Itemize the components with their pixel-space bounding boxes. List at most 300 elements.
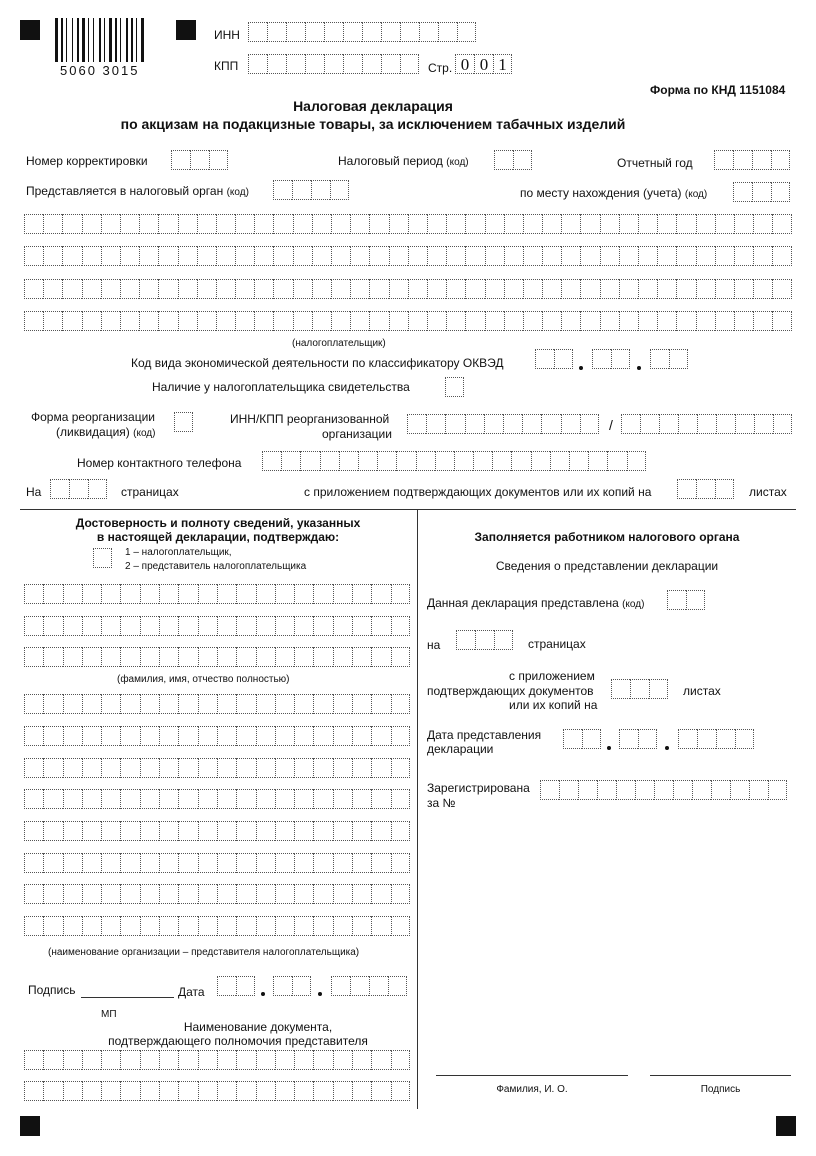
inn-field[interactable] [248, 22, 476, 42]
input-cell [381, 22, 400, 42]
input-cell [159, 758, 178, 778]
barcode-bar [55, 18, 58, 62]
input-cell [275, 584, 294, 604]
input-cell [768, 780, 787, 800]
date-label: Дата [178, 985, 205, 999]
input-cell [627, 451, 646, 471]
org-name-row-6[interactable] [24, 853, 410, 873]
input-cell [273, 976, 292, 996]
input-cell [217, 853, 236, 873]
taxpayer-name-row-1[interactable] [24, 214, 792, 234]
input-cell [82, 853, 101, 873]
date-day-field[interactable] [217, 976, 255, 996]
submitted-code-field[interactable] [667, 590, 705, 610]
input-cell [324, 22, 343, 42]
input-cell [217, 789, 236, 809]
input-cell [630, 679, 649, 699]
input-cell [580, 279, 599, 299]
input-cell [24, 246, 43, 266]
org-caption: (наименование организации – представителя налогоплательщика) [48, 947, 360, 958]
input-cell [101, 916, 120, 936]
officer-name-line[interactable] [436, 1075, 628, 1076]
reporting-year-field[interactable] [714, 150, 790, 170]
input-cell [120, 1081, 139, 1101]
input-cell [438, 22, 457, 42]
input-cell [343, 54, 362, 74]
input-cell [178, 584, 197, 604]
input-cell [24, 616, 43, 636]
input-cell [24, 1050, 43, 1070]
input-cell [24, 279, 43, 299]
input-cell [178, 916, 197, 936]
input-cell [352, 916, 371, 936]
date-month-field[interactable] [273, 976, 311, 996]
input-cell [273, 311, 292, 331]
input-cell [559, 780, 578, 800]
input-cell [294, 1050, 313, 1070]
input-cell [446, 214, 465, 234]
submission-month-field[interactable] [619, 729, 657, 749]
input-cell [197, 279, 216, 299]
input-cell [611, 679, 630, 699]
input-cell [235, 246, 254, 266]
input-cell [465, 246, 484, 266]
input-cell [140, 1081, 159, 1101]
date-year-field[interactable] [331, 976, 407, 996]
input-cell [734, 279, 753, 299]
input-cell [650, 349, 669, 369]
input-cell [101, 311, 120, 331]
input-cell [371, 821, 390, 841]
submission-date-label-1: Дата представления [427, 728, 542, 742]
officer-signature-line[interactable] [650, 1075, 791, 1076]
taxpayer-name-row-3[interactable] [24, 279, 792, 299]
pages-label: страницах [121, 485, 179, 499]
input-cell [407, 414, 426, 434]
input-cell [159, 789, 178, 809]
input-cell [159, 821, 178, 841]
input-cell [350, 214, 369, 234]
input-cell [275, 789, 294, 809]
input-cell [139, 246, 158, 266]
signer-option-2: 2 – представитель налогоплательщика [125, 561, 307, 572]
input-cell [427, 246, 446, 266]
input-cell [331, 246, 350, 266]
fio-row-2[interactable] [24, 616, 410, 636]
input-cell [638, 311, 657, 331]
tax-authority-field[interactable] [273, 180, 349, 200]
input-cell [24, 311, 43, 331]
tax-period-field[interactable] [494, 150, 532, 170]
input-cell [735, 414, 754, 434]
input-cell [140, 647, 159, 667]
input-cell [333, 916, 352, 936]
input-cell [667, 590, 686, 610]
input-cell [313, 789, 332, 809]
reorg-inn-field[interactable] [407, 414, 599, 434]
input-cell [236, 758, 255, 778]
input-cell [331, 214, 350, 234]
input-cell [669, 349, 688, 369]
input-cell [352, 758, 371, 778]
input-cell [640, 414, 659, 434]
input-cell [419, 22, 438, 42]
input-cell [305, 22, 324, 42]
input-cell [771, 150, 790, 170]
corner-marker-top-left [20, 20, 40, 40]
input-cell [43, 584, 62, 604]
input-cell [320, 451, 339, 471]
input-cell [101, 789, 120, 809]
input-cell [275, 694, 294, 714]
phone-label: Номер контактного телефона [77, 456, 242, 470]
input-cell [254, 279, 273, 299]
input-cell [88, 479, 107, 499]
input-cell [473, 451, 492, 471]
input-cell [236, 884, 255, 904]
input-cell [350, 976, 369, 996]
input-cell [43, 726, 62, 746]
input-cell [198, 1050, 217, 1070]
input-cell [465, 279, 484, 299]
authority-doc-row-1[interactable] [24, 1050, 410, 1070]
input-cell [697, 729, 716, 749]
input-cell [120, 584, 139, 604]
input-cell [427, 214, 446, 234]
certificate-field[interactable] [445, 377, 464, 397]
input-cell [752, 150, 771, 170]
input-cell [178, 246, 197, 266]
input-cell [178, 726, 197, 746]
correction-number-field[interactable] [171, 150, 228, 170]
page-number-field[interactable] [455, 54, 512, 74]
input-cell [427, 279, 446, 299]
input-cell [371, 584, 390, 604]
input-cell [313, 1050, 332, 1070]
input-cell [696, 214, 715, 234]
input-cell [657, 311, 676, 331]
input-cell [294, 916, 313, 936]
input-cell [101, 246, 120, 266]
input-cell [369, 279, 388, 299]
input-cell [275, 647, 294, 667]
reporting-year-label: Отчетный год [617, 156, 693, 170]
input-cell [504, 279, 523, 299]
page-digit: 1 [493, 54, 512, 74]
input-cell [657, 246, 676, 266]
input-cell [696, 311, 715, 331]
input-cell [275, 884, 294, 904]
input-cell [733, 150, 752, 170]
okved-field-3[interactable] [650, 349, 688, 369]
input-cell [711, 780, 730, 800]
input-cell [619, 246, 638, 266]
input-cell [391, 1081, 410, 1101]
input-cell [236, 976, 255, 996]
input-cell [408, 311, 427, 331]
input-cell [286, 54, 305, 74]
input-cell [333, 821, 352, 841]
fio-row-1[interactable] [24, 584, 410, 604]
input-cell [333, 616, 352, 636]
input-cell [82, 916, 101, 936]
input-cell [43, 647, 62, 667]
barcode-bar [126, 18, 128, 62]
input-cell [159, 726, 178, 746]
input-cell [24, 726, 43, 746]
input-cell [504, 246, 523, 266]
taxpayer-name-row-4[interactable] [24, 311, 792, 331]
title-line-2: по акцизам на подакцизные товары, за исключением табачных изделий [120, 116, 626, 132]
right-sheets-field[interactable] [611, 679, 668, 699]
input-cell [101, 758, 120, 778]
input-cell [63, 884, 82, 904]
input-cell [350, 311, 369, 331]
input-cell [371, 694, 390, 714]
input-cell [352, 884, 371, 904]
input-cell [678, 729, 697, 749]
input-cell [120, 916, 139, 936]
input-cell [313, 1081, 332, 1101]
input-cell [198, 789, 217, 809]
input-cell [523, 214, 542, 234]
org-name-row-3[interactable] [24, 758, 410, 778]
input-cell [217, 584, 236, 604]
input-cell [24, 1081, 43, 1101]
org-name-row-7[interactable] [24, 884, 410, 904]
input-cell [235, 279, 254, 299]
input-cell [504, 214, 523, 234]
org-name-row-5[interactable] [24, 821, 410, 841]
input-cell [236, 694, 255, 714]
input-cell [82, 584, 101, 604]
registration-number-field[interactable] [540, 780, 787, 800]
barcode-bar [109, 18, 112, 62]
reorg-form-label-1: Форма реорганизации [31, 410, 155, 424]
taxpayer-name-row-2[interactable] [24, 246, 792, 266]
input-cell [159, 853, 178, 873]
tax-office-heading: Заполняется работником налогового органа [474, 530, 740, 544]
barcode-bar [72, 18, 73, 62]
input-cell [43, 853, 62, 873]
fio-row-3[interactable] [24, 647, 410, 667]
input-cell [313, 884, 332, 904]
officer-signature-caption: Подпись [700, 1084, 741, 1095]
org-name-row-1[interactable] [24, 694, 410, 714]
barcode-bar [141, 18, 144, 62]
submission-year-field[interactable] [678, 729, 754, 749]
input-cell [333, 853, 352, 873]
input-cell [400, 54, 419, 74]
okved-field-2[interactable] [592, 349, 630, 369]
input-cell [485, 311, 504, 331]
input-cell [140, 584, 159, 604]
input-cell [715, 246, 734, 266]
input-cell [120, 884, 139, 904]
input-cell [305, 54, 324, 74]
input-cell [63, 616, 82, 636]
input-cell [331, 279, 350, 299]
org-name-row-2[interactable] [24, 726, 410, 746]
input-cell [371, 758, 390, 778]
input-cell [139, 279, 158, 299]
input-cell [550, 451, 569, 471]
input-cell [331, 311, 350, 331]
horizontal-divider [20, 509, 796, 510]
input-cell [313, 616, 332, 636]
input-cell [178, 616, 197, 636]
input-cell [561, 246, 580, 266]
input-cell [24, 758, 43, 778]
input-cell [391, 821, 410, 841]
input-cell [293, 311, 312, 331]
input-cell [635, 780, 654, 800]
input-cell [236, 726, 255, 746]
barcode-bar [93, 18, 94, 62]
registered-label-1: Зарегистрирована [427, 781, 530, 795]
input-cell [24, 789, 43, 809]
input-cell [178, 694, 197, 714]
input-cell [313, 821, 332, 841]
input-cell [313, 916, 332, 936]
input-cell [256, 884, 275, 904]
input-cell [158, 279, 177, 299]
input-cell [311, 180, 330, 200]
input-cell [217, 821, 236, 841]
attachment-sheets-field[interactable] [677, 479, 734, 499]
location-label: по месту нахождения (учета) (код) [520, 186, 708, 200]
input-cell [63, 726, 82, 746]
input-cell [198, 916, 217, 936]
input-cell [396, 451, 415, 471]
input-cell [275, 726, 294, 746]
input-cell [82, 758, 101, 778]
pages-count-field[interactable] [50, 479, 107, 499]
input-cell [82, 884, 101, 904]
input-cell [256, 853, 275, 873]
on-label: На [26, 485, 42, 499]
input-cell [772, 246, 791, 266]
barcode-bar [115, 18, 117, 62]
input-cell [511, 451, 530, 471]
input-cell [696, 479, 715, 499]
input-cell [391, 647, 410, 667]
input-cell [352, 1081, 371, 1101]
location-field[interactable] [733, 182, 790, 202]
input-cell [485, 214, 504, 234]
input-cell [563, 729, 582, 749]
input-cell [198, 647, 217, 667]
input-cell [561, 214, 580, 234]
input-cell [293, 246, 312, 266]
input-cell [638, 246, 657, 266]
input-cell [611, 349, 630, 369]
input-cell [445, 377, 464, 397]
input-cell [371, 884, 390, 904]
input-cell [178, 311, 197, 331]
signer-type-field[interactable] [93, 548, 112, 568]
input-cell [281, 451, 300, 471]
kpp-field[interactable] [248, 54, 419, 74]
tax-authority-label: Представляется в налоговый орган (код) [26, 184, 249, 198]
input-cell [580, 311, 599, 331]
input-cell [294, 726, 313, 746]
input-cell [333, 584, 352, 604]
input-cell [333, 694, 352, 714]
input-cell [236, 647, 255, 667]
taxpayer-caption: (налогоплательщик) [292, 338, 386, 349]
input-cell [523, 246, 542, 266]
input-cell [275, 821, 294, 841]
okved-field-1[interactable] [535, 349, 573, 369]
input-cell [43, 279, 62, 299]
input-cell [120, 853, 139, 873]
input-cell [63, 789, 82, 809]
right-on-label: на [427, 638, 441, 652]
right-pages-field[interactable] [456, 630, 513, 650]
input-cell [178, 884, 197, 904]
right-attach-label-3: или их копий на [509, 698, 598, 712]
org-name-row-8[interactable] [24, 916, 410, 936]
reorg-form-field[interactable] [174, 412, 193, 432]
input-cell [236, 584, 255, 604]
input-cell [427, 311, 446, 331]
input-cell [580, 246, 599, 266]
input-cell [216, 279, 235, 299]
input-cell [140, 884, 159, 904]
input-cell [82, 694, 101, 714]
input-cell [369, 311, 388, 331]
input-cell [159, 584, 178, 604]
input-cell [120, 616, 139, 636]
date-separator-dot [665, 746, 669, 750]
signature-line[interactable] [81, 997, 174, 998]
input-cell [235, 214, 254, 234]
input-cell [120, 789, 139, 809]
input-cell [178, 789, 197, 809]
input-cell [333, 647, 352, 667]
input-cell [63, 1050, 82, 1070]
input-cell [465, 311, 484, 331]
right-sheets-label: листах [683, 684, 721, 698]
input-cell [619, 279, 638, 299]
phone-field[interactable] [262, 451, 646, 471]
org-name-row-4[interactable] [24, 789, 410, 809]
input-cell [391, 694, 410, 714]
input-cell [749, 780, 768, 800]
attachment-label: с приложением подтверждающих документов или их копий на [304, 485, 652, 499]
submission-day-field[interactable] [563, 729, 601, 749]
input-cell [158, 214, 177, 234]
input-cell [198, 758, 217, 778]
input-cell [686, 590, 705, 610]
vertical-divider [417, 509, 418, 1109]
input-cell [621, 414, 640, 434]
input-cell [561, 279, 580, 299]
authority-doc-row-2[interactable] [24, 1081, 410, 1101]
input-cell [256, 1081, 275, 1101]
input-cell [300, 451, 319, 471]
input-cell [273, 279, 292, 299]
input-cell [753, 214, 772, 234]
input-cell [494, 150, 513, 170]
input-cell [120, 821, 139, 841]
input-cell [312, 246, 331, 266]
input-cell [24, 647, 43, 667]
reorg-kpp-field[interactable] [621, 414, 792, 434]
barcode-bar [136, 18, 137, 62]
input-cell [286, 22, 305, 42]
